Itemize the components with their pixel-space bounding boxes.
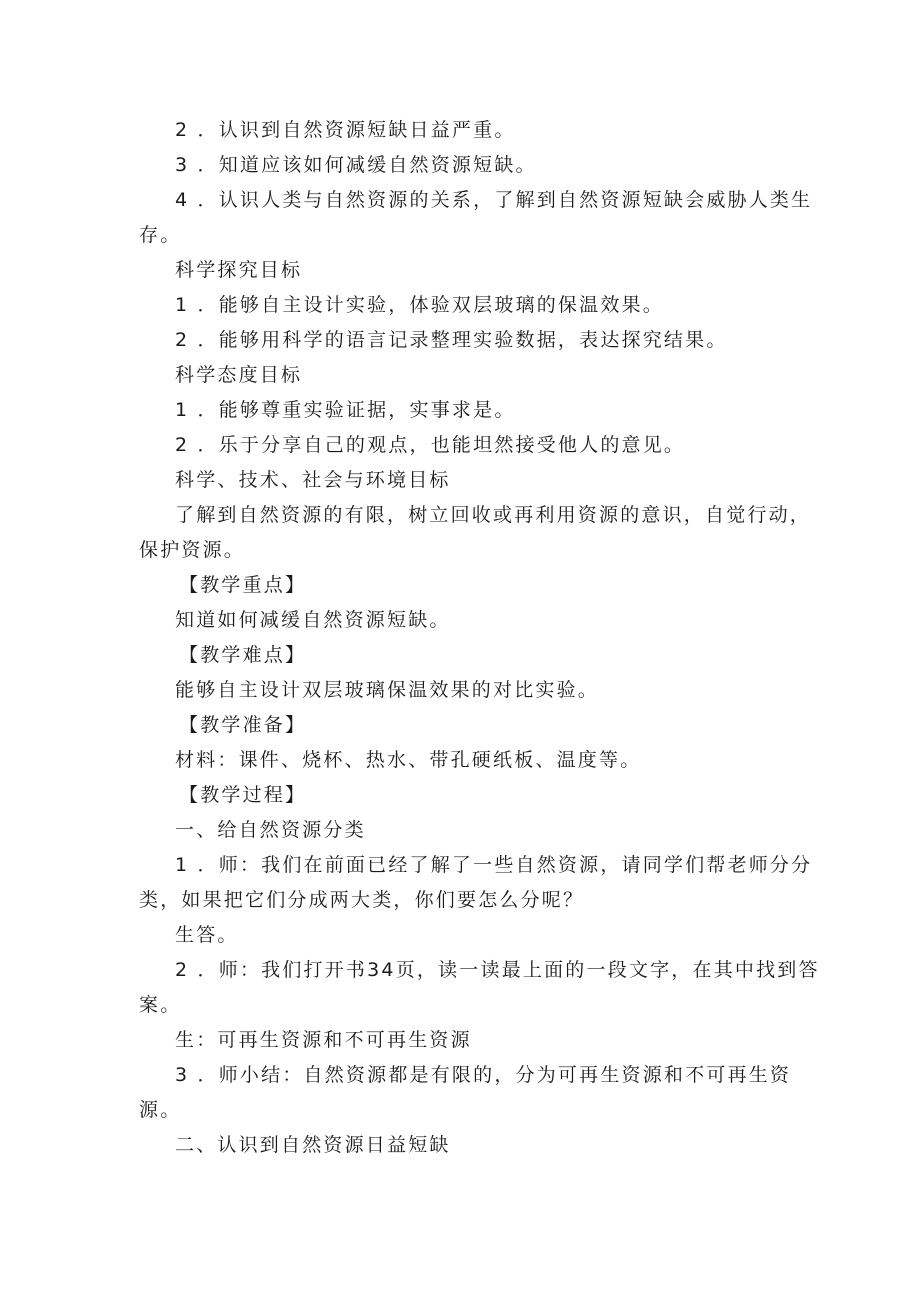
process-item-2: 2 ．师：我们打开书34页，读一读最上面的一段文字，在其中找到答 xyxy=(175,959,820,981)
difficulties-text: 能够自主设计双层玻璃保温效果的对比实验。 xyxy=(175,679,600,701)
preparation-text: 材料：课件、烧杯、热水、带孔硬纸板、温度等。 xyxy=(175,749,642,771)
process-item-3: 3 ．师小结：自然资源都是有限的，分为可再生资源和不可再生资 xyxy=(175,1064,792,1086)
process-step-two-title: 二、认识到自然资源日益短缺 xyxy=(175,1134,451,1156)
section-heading-stse: 科学、技术、社会与环境目标 xyxy=(175,469,451,491)
process-item-1: 1 ．师：我们在前面已经了解了一些自然资源，请同学们帮老师分分 xyxy=(175,854,813,876)
key-points-text: 知道如何减缓自然资源短缺。 xyxy=(175,609,451,631)
heading-key-points: 【教学重点】 xyxy=(179,574,307,596)
section-heading-inquiry: 科学探究目标 xyxy=(175,259,303,281)
attitude-item-1: 1 ．能够尊重实验证据，实事求是。 xyxy=(175,399,516,421)
stse-paragraph: 了解到自然资源的有限，树立回收或再利用资源的意识，自觉行动， xyxy=(175,504,812,526)
goal-item-4: 4 ．认识人类与自然资源的关系，了解到自然资源短缺会威胁人类生 xyxy=(175,189,813,211)
section-heading-attitude: 科学态度目标 xyxy=(175,364,303,386)
inquiry-item-1: 1 ．能够自主设计实验，体验双层玻璃的保温效果。 xyxy=(175,294,664,316)
heading-difficulties: 【教学难点】 xyxy=(179,644,307,666)
inquiry-item-2: 2 ．能够用科学的语言记录整理实验数据，表达探究结果。 xyxy=(175,329,728,351)
goal-item-4-cont: 存。 xyxy=(139,224,182,246)
student-answer: 生答。 xyxy=(175,924,239,946)
goal-item-2: 2 ．认识到自然资源短缺日益严重。 xyxy=(175,119,516,141)
student-response: 生：可再生资源和不可再生资源 xyxy=(175,1029,472,1051)
process-item-1-cont: 类，如果把它们分成两大类，你们要怎么分呢？ xyxy=(139,889,585,911)
process-item-2-cont: 案。 xyxy=(139,994,182,1016)
stse-paragraph-cont: 保护资源。 xyxy=(139,539,246,561)
process-step-one-title: 一、给自然资源分类 xyxy=(175,819,366,841)
process-item-3-cont: 源。 xyxy=(139,1099,182,1121)
goal-item-3: 3 ．知道应该如何减缓自然资源短缺。 xyxy=(175,154,537,176)
heading-process: 【教学过程】 xyxy=(179,784,307,806)
heading-preparation: 【教学准备】 xyxy=(179,714,307,736)
attitude-item-2: 2 ．乐于分享自己的观点，也能坦然接受他人的意见。 xyxy=(175,434,686,456)
